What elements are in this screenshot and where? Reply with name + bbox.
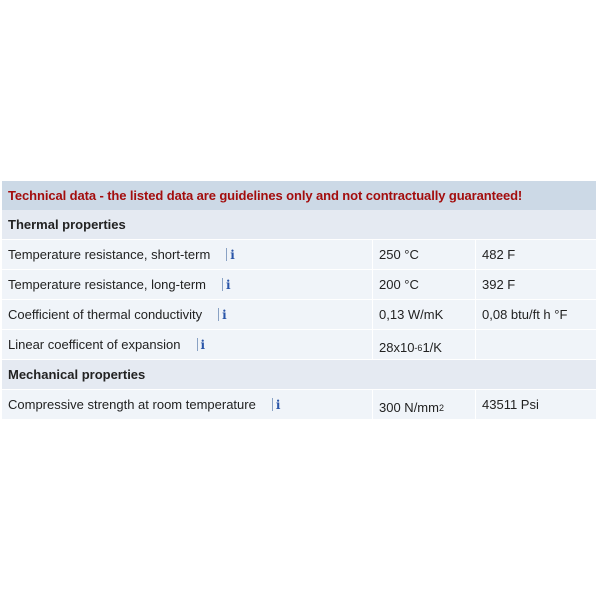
property-label: [2, 300, 373, 329]
info-icon[interactable]: i: [226, 248, 235, 262]
table-row: [2, 270, 596, 300]
property-label-text: Coefficient of thermal conductivity: [8, 307, 203, 322]
property-label: [2, 390, 373, 419]
imperial-value: 0,08 btu/ft h °F: [482, 307, 568, 322]
metric-value: 300 N/mm 2: [373, 390, 476, 419]
imperial-value: [476, 330, 596, 359]
property-label: [2, 330, 373, 359]
table-row: [2, 300, 596, 330]
technical-data-table: [2, 181, 596, 420]
imperial-value: 43511 Psi: [482, 397, 539, 412]
table-row: [2, 390, 596, 420]
metric-value: 200 °C: [373, 270, 476, 299]
property-label-text: Temperature resistance, long-term: [8, 277, 206, 292]
table-row: [2, 240, 596, 270]
metric-value: 28x10 -6 1/K: [373, 330, 476, 359]
imperial-value: 392 F: [482, 277, 516, 292]
section-thermal-properties: Thermal properties: [2, 210, 596, 240]
table-row: [2, 330, 596, 360]
section-mechanical-properties: Mechanical properties: [2, 360, 596, 390]
table-header: Technical data - the listed data are guidelines only and not contractually guaranteed!: [2, 181, 596, 210]
property-label: [2, 240, 373, 269]
imperial-value: 482 F: [482, 247, 516, 262]
metric-value: 250 °C: [373, 240, 476, 269]
info-icon[interactable]: i: [218, 308, 227, 322]
property-label: [2, 270, 373, 299]
property-label-text: Temperature resistance, short-term: [8, 247, 211, 262]
property-label-text: Linear coefficent of expansion: [8, 337, 181, 352]
property-label-text: Compressive strength at room temperature: [8, 397, 256, 412]
info-icon[interactable]: i: [272, 398, 281, 412]
info-icon[interactable]: i: [222, 278, 231, 292]
metric-value: 0,13 W/mK: [373, 300, 476, 329]
info-icon[interactable]: i: [197, 338, 206, 352]
